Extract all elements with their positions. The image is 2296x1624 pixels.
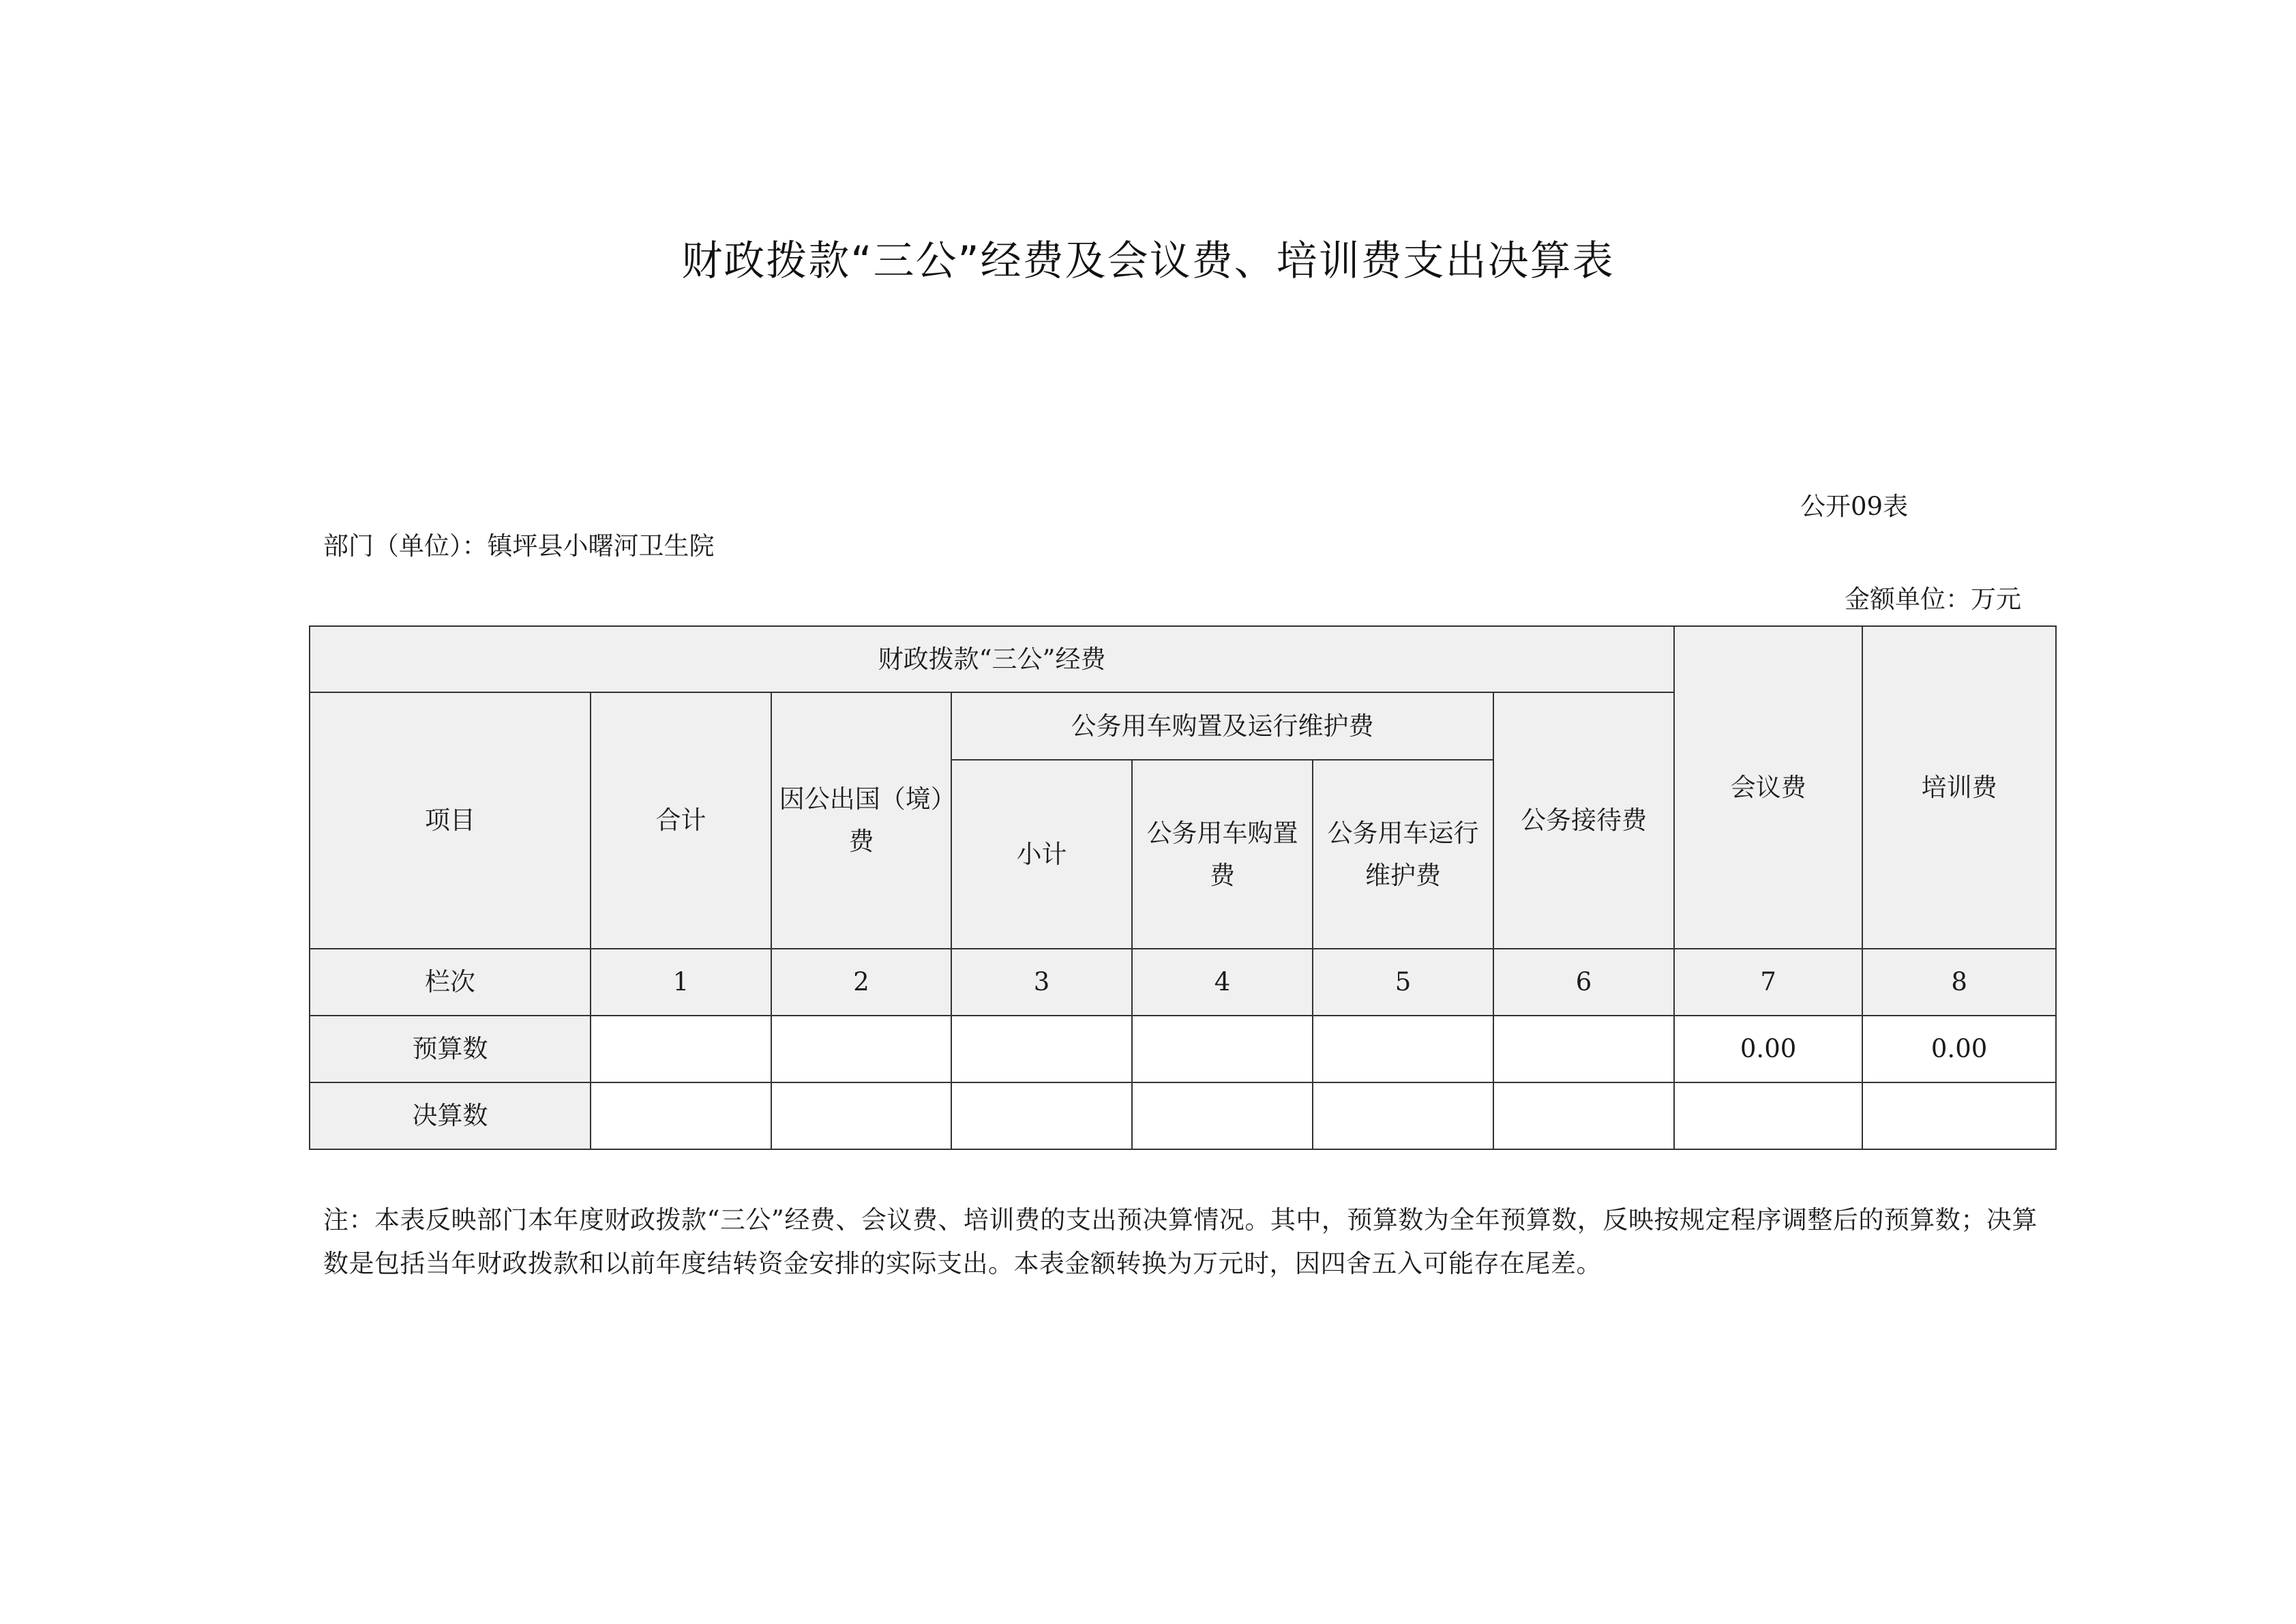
table-cell [1674, 1082, 1862, 1149]
table-row [310, 1016, 2056, 1082]
three-public-header: 财政拨款“三公”经费 [310, 626, 1674, 692]
table-cell: 3 [951, 949, 1132, 1016]
table-cell [951, 1016, 1132, 1082]
table-cell: 4 [1132, 949, 1313, 1016]
form-code: 公开09表 [1800, 492, 1909, 521]
row-label: 预算数 [310, 1016, 591, 1082]
table-cell: 0.00 [1862, 1016, 2056, 1082]
overseas-header: 因公出国（境）费 [771, 692, 951, 949]
table-cell [1862, 1082, 2056, 1149]
row-label: 决算数 [310, 1082, 591, 1149]
table-cell [591, 1082, 771, 1149]
table-cell [1313, 1082, 1493, 1149]
row-label: 栏次 [310, 949, 591, 1016]
total-header: 合计 [591, 692, 771, 949]
table-cell: 6 [1493, 949, 1674, 1016]
expenditure-table [309, 625, 2057, 1150]
page-title: 财政拨款“三公”经费及会议费、培训费支出决算表 [681, 237, 1615, 285]
table-cell [951, 1082, 1132, 1149]
table-cell [1493, 1016, 1674, 1082]
table-cell [771, 1016, 951, 1082]
table-row [310, 949, 2056, 1016]
table-cell [1493, 1082, 1674, 1149]
table-cell: 1 [591, 949, 771, 1016]
table-cell: 5 [1313, 949, 1493, 1016]
subtotal-header: 小计 [951, 760, 1132, 949]
table-cell: 8 [1862, 949, 2056, 1016]
table-cell [771, 1082, 951, 1149]
department-label: 部门（单位）：镇坪县小曙河卫生院 [323, 531, 715, 561]
amount-unit: 金额单位：万元 [1845, 585, 2021, 614]
training-fee-header: 培训费 [1862, 626, 2056, 949]
vehicle-purchase-header: 公务用车购置费 [1132, 760, 1313, 949]
meeting-fee-header: 会议费 [1674, 626, 1862, 949]
table-cell [1313, 1016, 1493, 1082]
table-cell: 2 [771, 949, 951, 1016]
table-cell [591, 1016, 771, 1082]
item-header: 项目 [310, 692, 591, 949]
footnote: 注：本表反映部门本年度财政拨款“三公”经费、会议费、培训费的支出预决算情况。其中，预算数为全年预算数，反映按规定程序调整后的预算数；决算数是包括当年财政拨款和以前年度结转资金安排的实际支出。本表金额转换为万元时，因四舍五入可能存在尾差。 [323, 1205, 2038, 1278]
table-cell: 0.00 [1674, 1016, 1862, 1082]
table-cell [1132, 1082, 1313, 1149]
table-row [310, 1082, 2056, 1149]
table-cell: 7 [1674, 949, 1862, 1016]
vehicle-operation-header: 公务用车运行维护费 [1313, 760, 1493, 949]
reception-header: 公务接待费 [1493, 692, 1674, 949]
table-cell [1132, 1016, 1313, 1082]
vehicle-group-header: 公务用车购置及运行维护费 [951, 692, 1493, 760]
